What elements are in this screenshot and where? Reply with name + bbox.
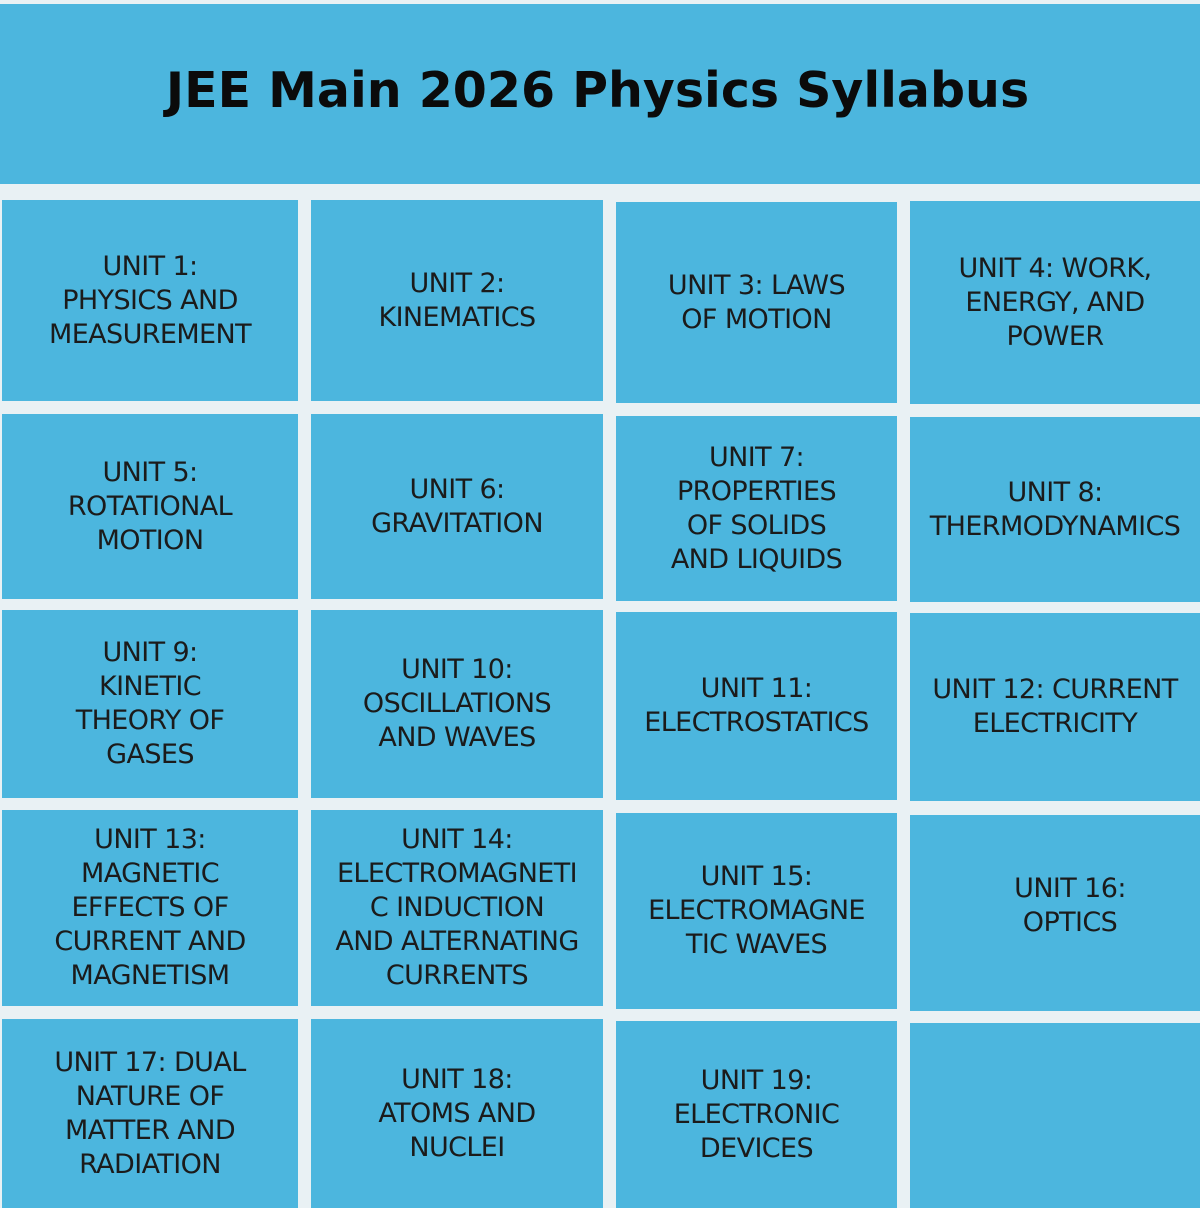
unit-label: UNIT 17: DUAL NATURE OF MATTER AND RADIATION [54, 1046, 246, 1180]
unit-label: UNIT 18: ATOMS AND NUCLEI [378, 1063, 536, 1163]
unit-tile [910, 417, 1200, 602]
unit-tile [2, 200, 298, 401]
unit-label: UNIT 6: GRAVITATION [371, 473, 543, 539]
unit-label: UNIT 10: OSCILLATIONS AND WAVES [362, 654, 552, 753]
unit-tile [910, 613, 1200, 801]
unit-label: UNIT 3: LAWS OF MOTION [667, 269, 846, 335]
unit-label: UNIT 7: PROPERTIES OF SOLIDS AND LIQUIDS [670, 441, 843, 575]
unit-tile [616, 1021, 897, 1208]
unit-label: UNIT 9: KINETIC THEORY OF GASES [75, 637, 225, 770]
unit-tile [311, 610, 603, 798]
unit-label: UNIT 19: ELECTRONIC DEVICES [673, 1064, 840, 1164]
unit-tile [2, 610, 298, 798]
empty-tile [910, 1023, 1200, 1208]
unit-tile [616, 416, 897, 601]
unit-label: UNIT 4: WORK, ENERGY, AND POWER [958, 252, 1152, 352]
unit-tile [2, 810, 298, 1006]
unit-tile [311, 200, 603, 401]
unit-label: UNIT 2: KINEMATICS [378, 267, 536, 333]
unit-tile [910, 201, 1200, 404]
unit-tile [311, 414, 603, 599]
unit-tile [616, 202, 897, 403]
header-banner [0, 4, 1200, 184]
page-title: JEE Main 2026 Physics Syllabus [165, 61, 1030, 119]
unit-tile [910, 815, 1200, 1011]
unit-label: UNIT 13: MAGNETIC EFFECTS OF CURRENT AND MAGNETISM [54, 824, 246, 991]
unit-tile [2, 414, 298, 599]
unit-tile [311, 810, 603, 1006]
unit-label: UNIT 15: ELECTROMAGNE TIC WAVES [648, 861, 865, 960]
unit-label: UNIT 16: OPTICS [1014, 873, 1126, 938]
unit-tile [2, 1019, 298, 1208]
unit-label: UNIT 1: PHYSICS AND MEASUREMENT [49, 250, 251, 350]
unit-tile [616, 612, 897, 800]
unit-label: UNIT 12: CURRENT ELECTRICITY [932, 674, 1178, 739]
unit-label: UNIT 8: THERMODYNAMICS [929, 476, 1181, 542]
unit-tile [311, 1019, 603, 1208]
unit-label: UNIT 14: ELECTROMAGNETI C INDUCTION AND ALTERNATING CURRENTS [335, 824, 579, 991]
unit-label: UNIT 5: ROTATIONAL MOTION [67, 456, 233, 556]
unit-tile [616, 813, 897, 1009]
unit-label: UNIT 11: ELECTROSTATICS [644, 673, 869, 738]
